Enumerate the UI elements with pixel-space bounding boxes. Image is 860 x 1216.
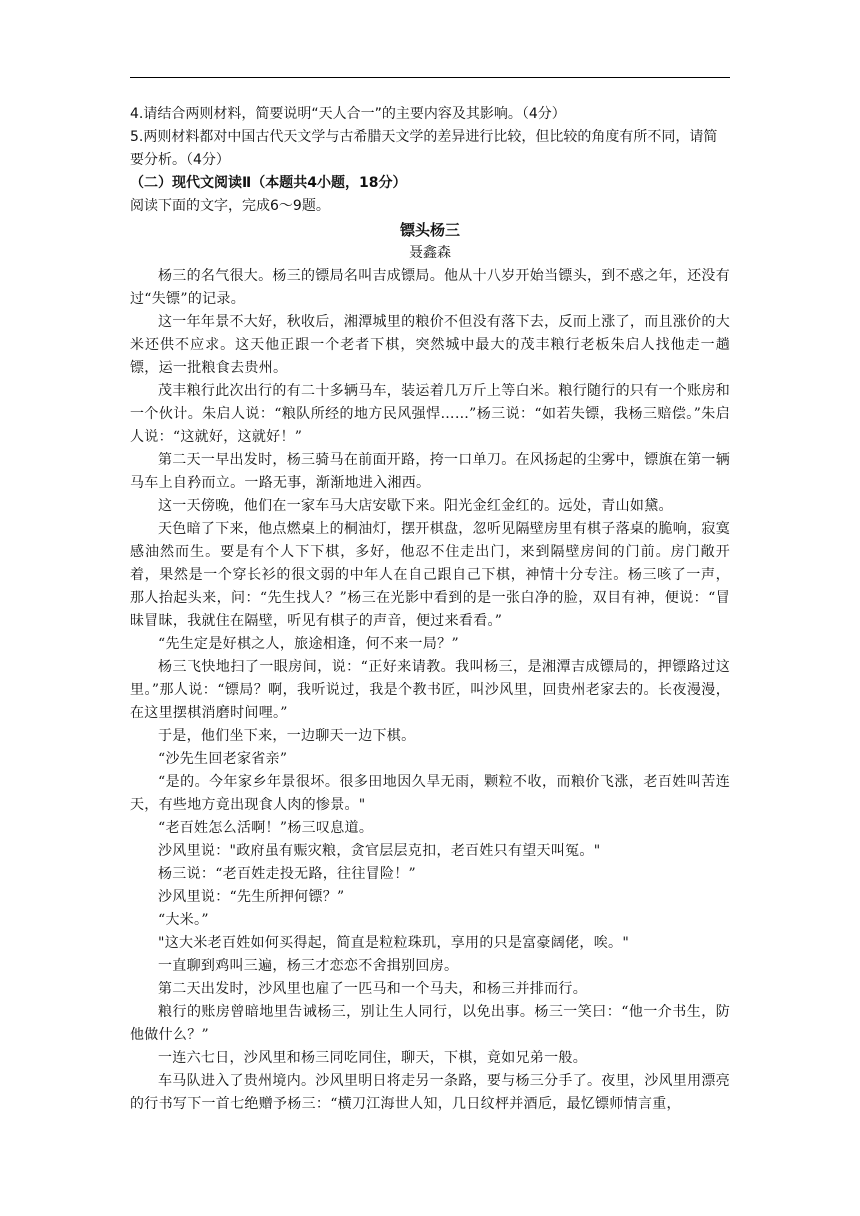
story-paragraph: 天色暗了下来，他点燃桌上的桐油灯，摆开棋盘，忽听见隔壁房里有棋子落桌的脆响，寂寞感油然而生。要是有个人下下棋，多好，他忍不住走出门，来到隔壁房间的门前。房门敞开着，果然是一个穿长衫的很文弱的中年人在自己跟自己下棋，神情十分专注。杨三咳了一声，那人抬起头来，问：“先生找人？”杨三在光影中看到的是一张白净的脸，双目有神，便说：“冒昧冒昧，我就住在隔壁，听见有棋子的声音，便过来看看。” (130, 521, 730, 629)
story-paragraph: "这大米老百姓如何买得起，简直是粒粒珠玑，享用的只是富豪阔佬，唉。" (158, 935, 630, 951)
story-paragraph: “是的。今年家乡年景很坏。很多田地因久旱无雨，颗粒不收，而粮价飞涨，老百姓叫苦连天，有些地方竟出现食人肉的惨景。" (130, 774, 730, 813)
header-rule (130, 77, 730, 78)
story-paragraph: 一连六七日，沙风里和杨三同吃同住，聊天，下棋，竟如兄弟一般。 (158, 1050, 587, 1066)
story-author: 聂鑫森 (409, 245, 451, 261)
story-title: 镖头杨三 (399, 221, 460, 239)
story-paragraph: 杨三飞快地扫了一眼房间，说：“正好来请教。我叫杨三，是湘潭吉成镖局的，押镖路过这里。”那人说：“镖局？啊，我听说过，我是个教书匠，叫沙风里，回贵州老家去的。长夜漫漫，在这里摆棋消磨时间哩。” (130, 659, 730, 721)
story-paragraph: 第二天一早出发时，杨三骑马在前面开路，挎一口单刀。在风扬起的尘雾中，镖旗在第一辆马车上自矜而立。一路无事，渐渐地进入湘西。 (130, 452, 730, 491)
story-paragraph: 粮行的账房曾暗地里告诫杨三，别让生人同行，以免出事。杨三一笑曰：“他一介书生，防他做什么？” (130, 1004, 730, 1043)
story-paragraph: “沙先生回老家省亲” (158, 751, 288, 767)
story-paragraph: 杨三说：“老百姓走投无路，往往冒险！” (158, 866, 417, 882)
story-paragraph: 沙风里说：“先生所押何镖？” (158, 889, 345, 905)
story-paragraph: “老百姓怎么活啊！”杨三叹息道。 (158, 820, 374, 836)
story-paragraph: 第二天出发时，沙风里也雇了一匹马和一个马夫，和杨三并排而行。 (158, 981, 587, 997)
section-instruction: 阅读下面的文字，完成6～9题。 (130, 198, 330, 214)
story-paragraph: 于是，他们坐下来，一边聊天一边下棋。 (158, 728, 416, 744)
section-heading: （二）现代文阅读Ⅱ（本题共4小题，18分） (130, 175, 407, 191)
story-paragraph: 这一年年景不大好，秋收后，湘潭城里的粮价不但没有落下去，反而上涨了，而且涨价的大米还供不应求。这天他正跟一个老者下棋，突然城中最大的茂丰粮行老板朱启人找他走一趟镖，运一批粮食去贵州。 (130, 314, 730, 376)
question-4: 4.请结合两则材料，简要说明“天人合一”的主要内容及其影响。（4分） (130, 106, 566, 122)
story-paragraph: 这一天傍晚，他们在一家车马大店安歇下来。阳光金红金红的。远处，青山如黛。 (158, 498, 673, 514)
story-paragraph: 车马队进入了贵州境内。沙风里明日将走另一条路，要与杨三分手了。夜里，沙风里用漂亮的行书写下一首七绝赠予杨三：“横刀江海世人知，几日纹枰并酒卮，最忆镖师情言重， (130, 1073, 730, 1112)
story-body (130, 265, 730, 1116)
story-paragraph: 一直聊到鸡叫三遍，杨三才恋恋不舍揖别回房。 (158, 958, 459, 974)
story-paragraph: “先生定是好棋之人，旅途相逢，何不来一局？” (158, 636, 459, 652)
story-paragraph: “大米。” (158, 912, 209, 928)
question-5: 5.两则材料都对中国古代天文学与古希腊天文学的差异进行比较，但比较的角度有所不同，请简要分析。（4分） (130, 129, 718, 168)
story-paragraph: 茂丰粮行此次出行的有二十多辆马车，装运着几万斤上等白米。粮行随行的只有一个账房和一个伙计。朱启人说：“粮队所经的地方民风强悍……”杨三说：“如若失镖，我杨三赔偿。”朱启人说：“这就好，这就好！” (130, 383, 730, 445)
document-content (130, 103, 730, 1116)
story-paragraph: 杨三的名气很大。杨三的镖局名叫吉成镖局。他从十八岁开始当镖头，到不惑之年，还没有过“失镖”的记录。 (130, 268, 730, 307)
story-paragraph: 沙风里说："政府虽有赈灾粮，贪官层层克扣，老百姓只有望天叫冤。" (158, 843, 601, 859)
